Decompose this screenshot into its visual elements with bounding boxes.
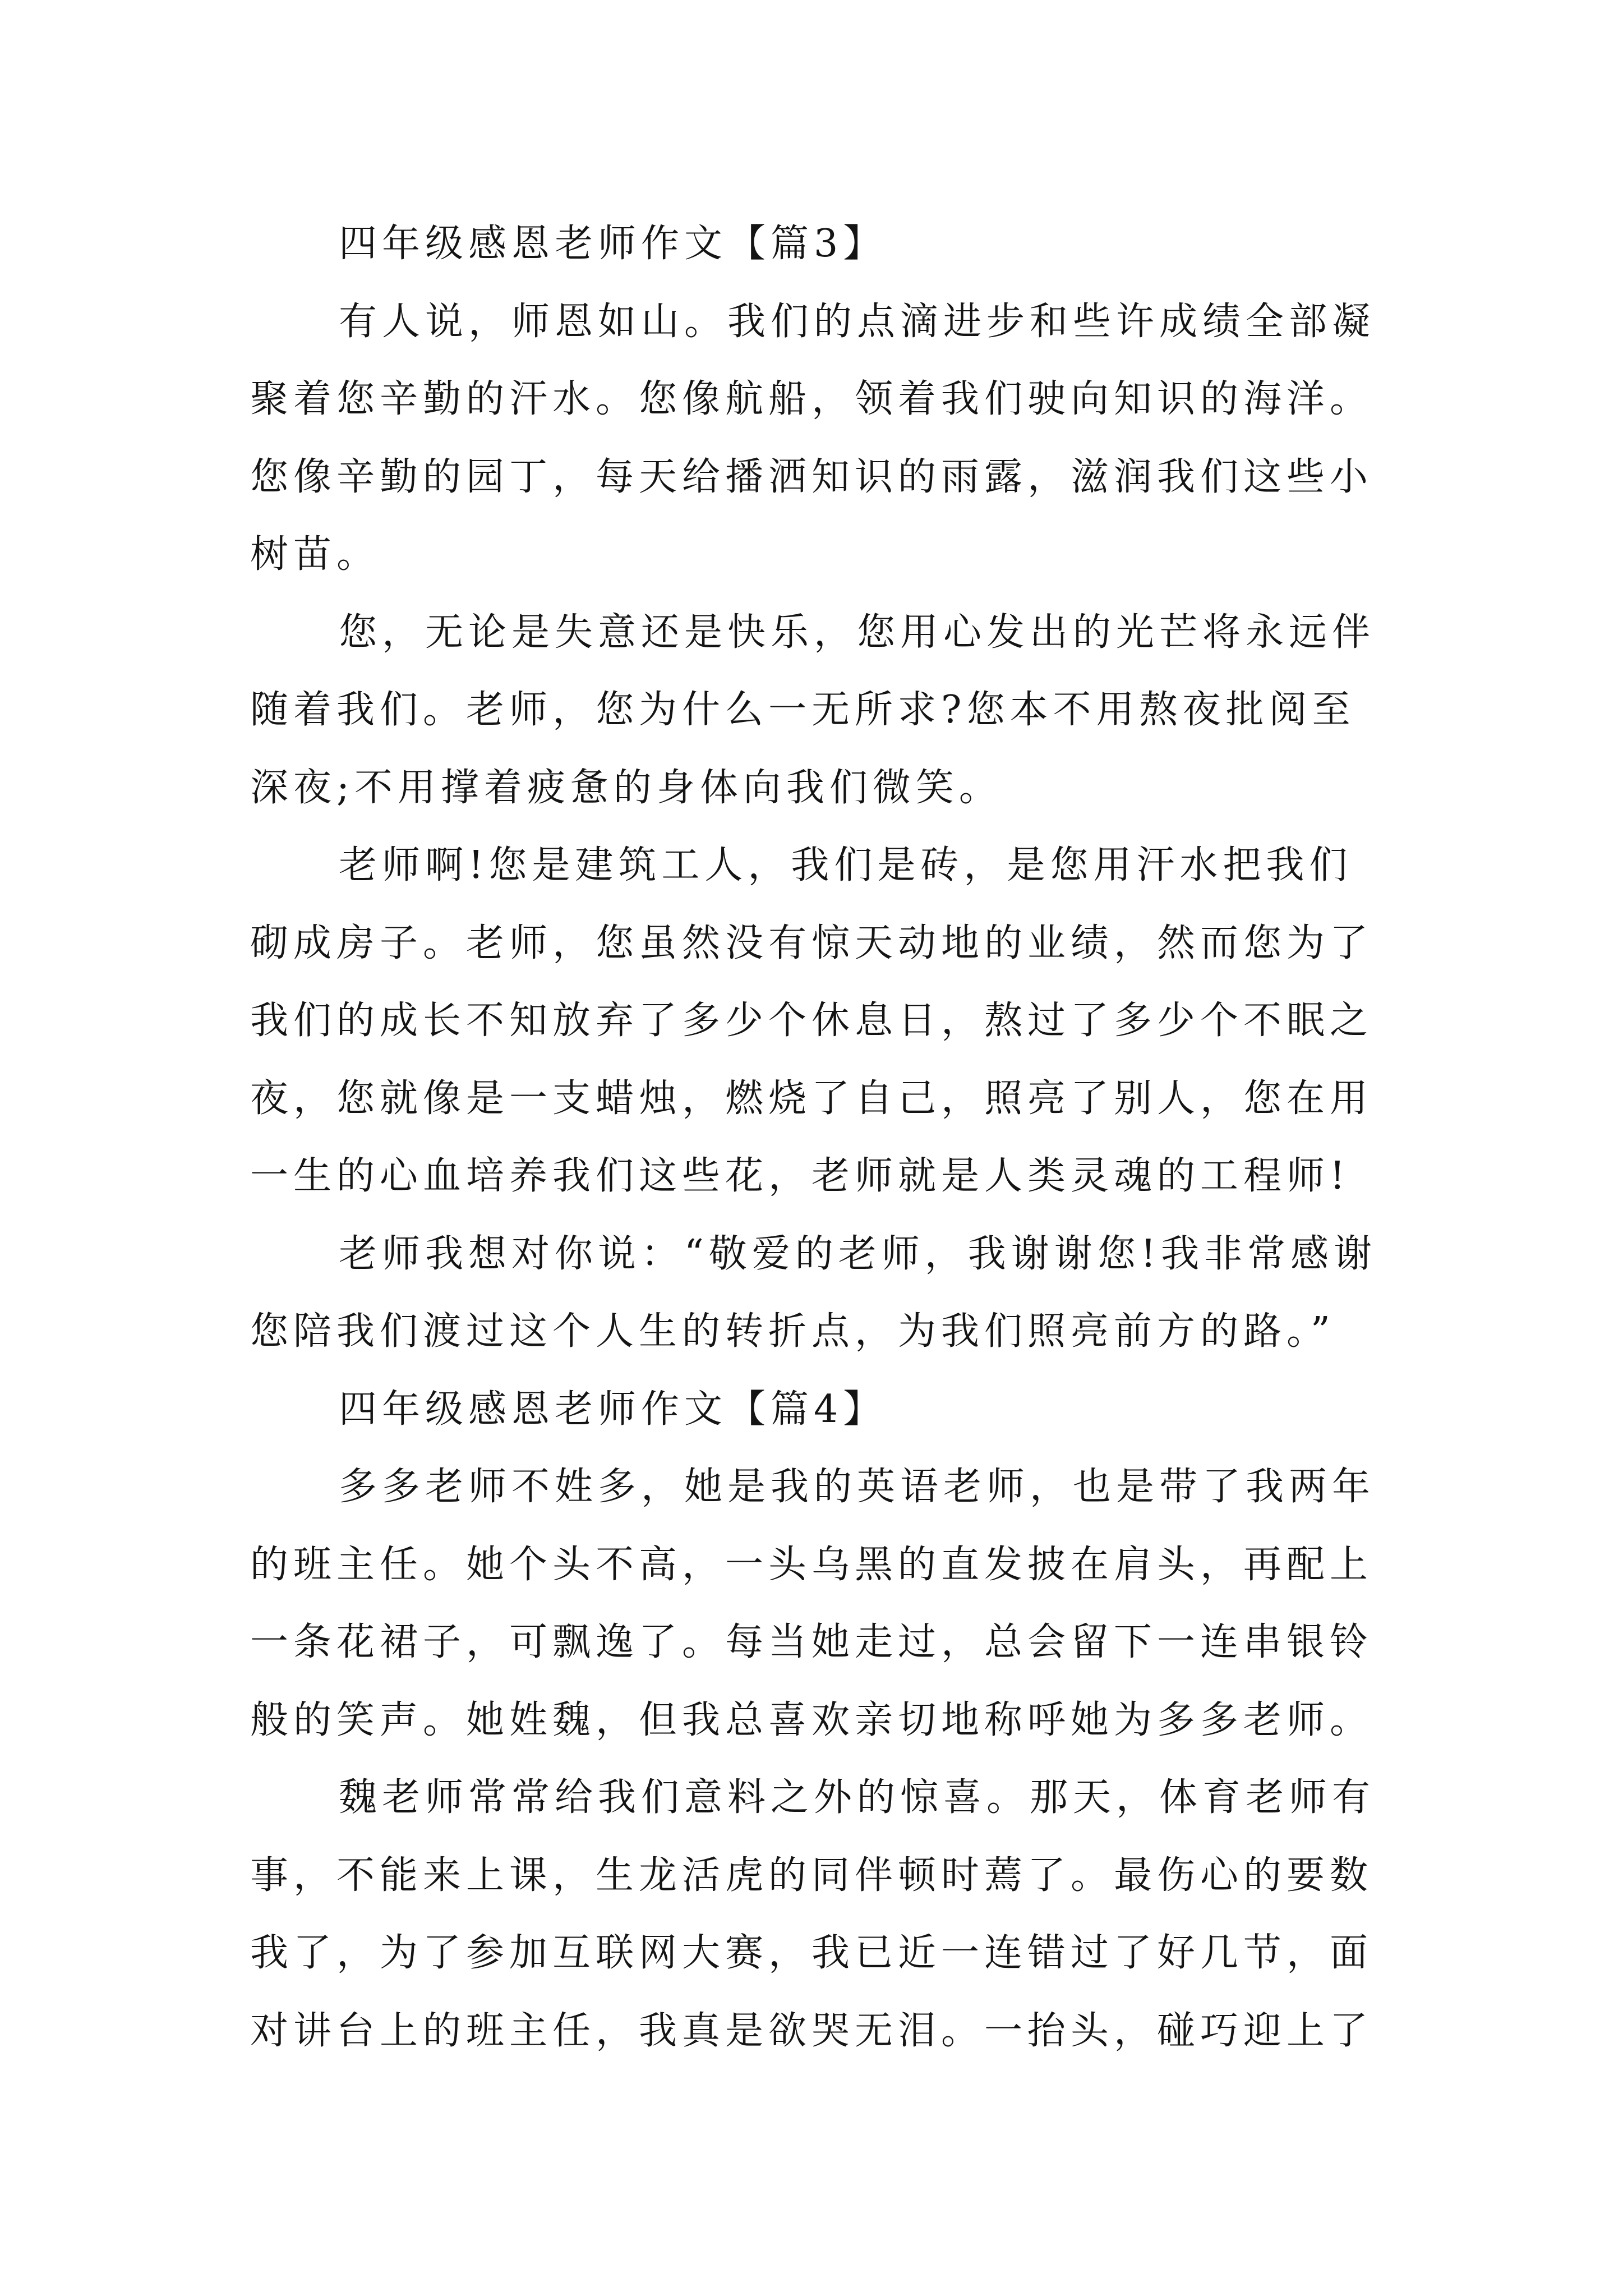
section-heading-4: 四年级感恩老师作文【篇4】: [339, 1387, 887, 1432]
paragraph-line: 您，无论是失意还是快乐，您用心发出的光芒将永远伴: [339, 610, 1376, 655]
paragraph-line: 树苗。: [250, 532, 380, 577]
paragraph-line: 事，不能来上课，生龙活虎的同伴顿时蔫了。最伤心的要数: [250, 1853, 1373, 1898]
paragraph-line: 您像辛勤的园丁，每天给播洒知识的雨露，滋润我们这些小: [250, 455, 1373, 499]
paragraph-line: 夜，您就像是一支蜡烛，燃烧了自己，照亮了别人，您在用: [250, 1076, 1373, 1121]
paragraph-line: 对讲台上的班主任，我真是欲哭无泪。一抬头，碰巧迎上了: [250, 2009, 1373, 2053]
paragraph-line: 一条花裙子，可飘逸了。每当她走过，总会留下一连串银铃: [250, 1620, 1373, 1664]
section-heading-3: 四年级感恩老师作文【篇3】: [339, 222, 887, 266]
paragraph-line: 聚着您辛勤的汗水。您像航船，领着我们驶向知识的海洋。: [250, 377, 1373, 421]
paragraph-line: 老师我想对你说：“敬爱的老师，我谢谢您!我非常感谢: [339, 1232, 1377, 1276]
paragraph-line: 般的笑声。她姓魏，但我总喜欢亲切地称呼她为多多老师。: [250, 1698, 1373, 1742]
paragraph-line: 深夜;不用撑着疲惫的身体向我们微笑。: [250, 766, 1002, 810]
paragraph-line: 多多老师不姓多，她是我的英语老师，也是带了我两年: [339, 1465, 1376, 1509]
paragraph-line: 随着我们。老师，您为什么一无所求?您本不用熬夜批阅至: [250, 688, 1355, 732]
paragraph-line: 我了，为了参加互联网大赛，我已近一连错过了好几节，面: [250, 1931, 1373, 1975]
paragraph-line: 砌成房子。老师，您虽然没有惊天动地的业绩，然而您为了: [250, 921, 1373, 965]
paragraph-line: 老师啊!您是建筑工人，我们是砖，是您用汗水把我们: [339, 843, 1353, 887]
paragraph-line: 一生的心血培养我们这些花，老师就是人类灵魂的工程师!: [250, 1154, 1350, 1198]
paragraph-line: 我们的成长不知放弃了多少个休息日，熬过了多少个不眠之: [250, 999, 1373, 1043]
paragraph-line: 魏老师常常给我们意料之外的惊喜。那天，体育老师有: [339, 1775, 1376, 1820]
paragraph-line: 您陪我们渡过这个人生的转折点，为我们照亮前方的路。”: [250, 1309, 1335, 1354]
paragraph-line: 有人说，师恩如山。我们的点滴进步和些许成绩全部凝: [339, 300, 1376, 344]
paragraph-line: 的班主任。她个头不高，一头乌黑的直发披在肩头，再配上: [250, 1543, 1373, 1587]
